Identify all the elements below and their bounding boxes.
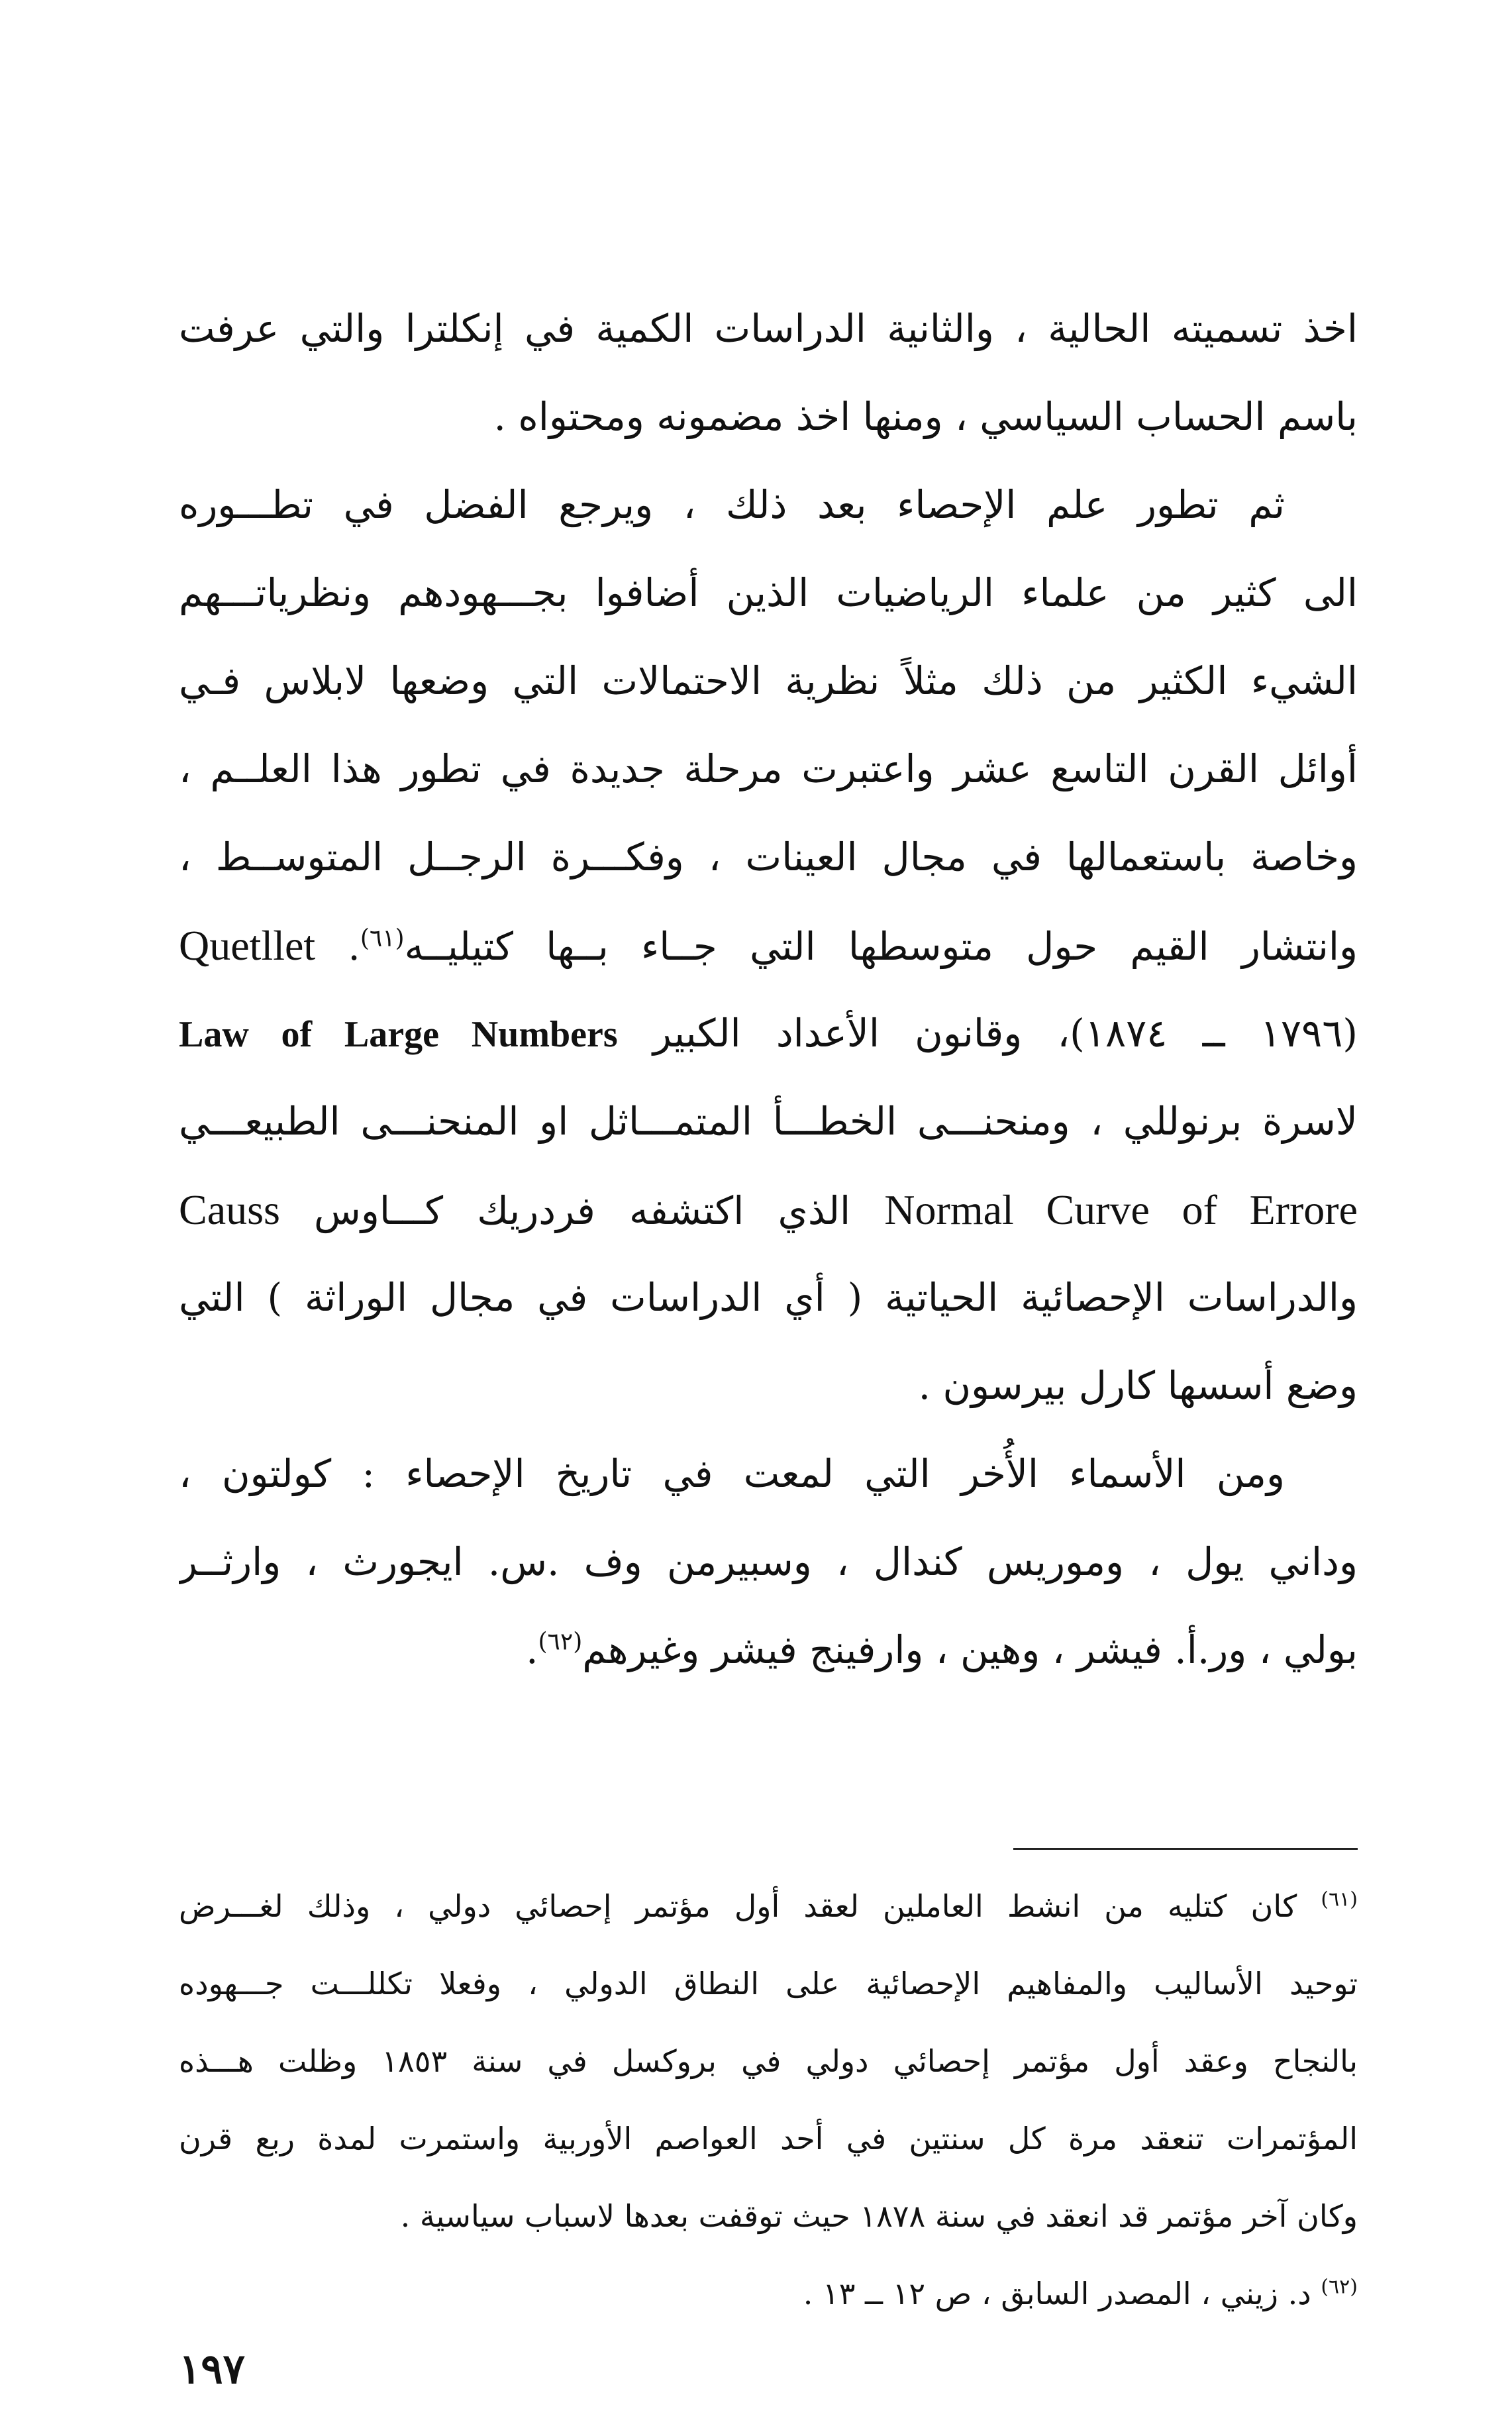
text-line: والدراسات الإحصائية الحياتية ( أي الدراسات في مجال الوراثة ) التي: [179, 1275, 1358, 1320]
line-arabic: بولي ، ور.أ. فيشر ، وهين ، وارفينج فيشر وغيرهم: [582, 1627, 1358, 1672]
text-line: الشيء الكثير من ذلك مثلاً نظرية الاحتمالات التي وضعها لابلاس فـي: [179, 658, 1358, 703]
line-arabic: (١٧٩٦ ــ ١٨٧٤)، وقانون الأعداد الكبير: [652, 1011, 1358, 1056]
text-line: [179, 1166, 1358, 1254]
footnote-line: المؤتمرات تنعقد مرة كل سنتين في أحد العواصم الأوربية واستمرت لمدة ربع قرن: [179, 2121, 1358, 2156]
line-arabic: الذي اكتشفه فردريك كـــاوس: [314, 1188, 851, 1233]
line-arabic: وانتشار القيم حول متوسطها التي جــاء بــها كتيليــه: [404, 924, 1358, 969]
text-line: وخاصة باستعمالها في مجال العينات ، وفكـــرة الرجــل المتوســط ،: [179, 835, 1358, 880]
text-line: باسم الحساب السياسي ، ومنها اخذ مضمونه ومحتواه .: [493, 394, 1358, 439]
text-line: وداني يول ، وموريس كندال ، وسبيرمن وف .س. ايجورث ، وارثــر: [179, 1539, 1358, 1584]
footnote-ref: (٦١): [360, 925, 405, 952]
footnote-marker: (٦٢): [1321, 2275, 1358, 2299]
main-text: [179, 285, 1358, 1694]
latin-term: Causs: [179, 1186, 280, 1233]
latin-term: Quetllet: [179, 922, 316, 969]
footnote-text: د. زيني ، المصدر السابق ، ص ١٢ ــ ١٣ .: [803, 2276, 1311, 2311]
footnote-ref: (٦٢): [538, 1628, 583, 1656]
footnote-separator: [1013, 1848, 1358, 1850]
footnote-marker: (٦١): [1321, 1888, 1358, 1911]
text-line: [179, 901, 1358, 989]
footnotes: [179, 1868, 1358, 2333]
text-line: اخذ تسميته الحالية ، والثانية الدراسات الكمية في إنكلترا والتي عرفت: [179, 306, 1358, 351]
footnote-line: بالنجاح وعقد أول مؤتمر إحصائي دولي في بروكسل في سنة ١٨٥٣ وظلت هـــذه: [179, 2043, 1358, 2079]
latin-term: Normal Curve of Errore: [884, 1186, 1358, 1233]
latin-term: Law of Large Numbers: [179, 1014, 618, 1055]
text-line: [179, 1606, 1358, 1694]
footnote-line: [179, 1868, 1358, 1945]
line-dot: .: [348, 924, 360, 969]
footnote-line: توحيد الأساليب والمفاهيم الإحصائية على النطاق الدولي ، وفعلا تكللـــت جـــهوده: [179, 1966, 1358, 2001]
page-number: ١٩٧: [179, 2345, 245, 2393]
text-line: وضع أسسها كارل بيرسون .: [918, 1363, 1358, 1408]
footnote-line: [179, 2255, 1358, 2333]
text-line: [179, 989, 1358, 1078]
text-line: أوائل القرن التاسع عشر واعتبرت مرحلة جديدة في تطور هذا العلــم ،: [179, 746, 1358, 791]
footnote-text: كان كتليه من انشط العاملين لعقد أول مؤتمر إحصائي دولي ، وذلك لغـــرض: [179, 1888, 1297, 1924]
line-dot: .: [526, 1627, 538, 1672]
text-line: الى كثير من علماء الرياضيات الذين أضافوا بجـــهودهم ونظرياتـــهم: [179, 570, 1358, 615]
text-line: ومن الأسماء الأُخر التي لمعت في تاريخ الإحصاء : كولتون ،: [179, 1451, 1285, 1496]
text-line: لاسرة برنوللي ، ومنحنـــى الخطـــأ المتمـــاثل او المنحنـــى الطبيعـــي: [179, 1099, 1358, 1144]
text-line: ثم تطور علم الإحصاء بعد ذلك ، ويرجع الفضل في تطـــوره: [179, 482, 1285, 527]
footnote-line: وكان آخر مؤتمر قد انعقد في سنة ١٨٧٨ حيث توقفت بعدها لاسباب سياسية .: [400, 2198, 1358, 2234]
